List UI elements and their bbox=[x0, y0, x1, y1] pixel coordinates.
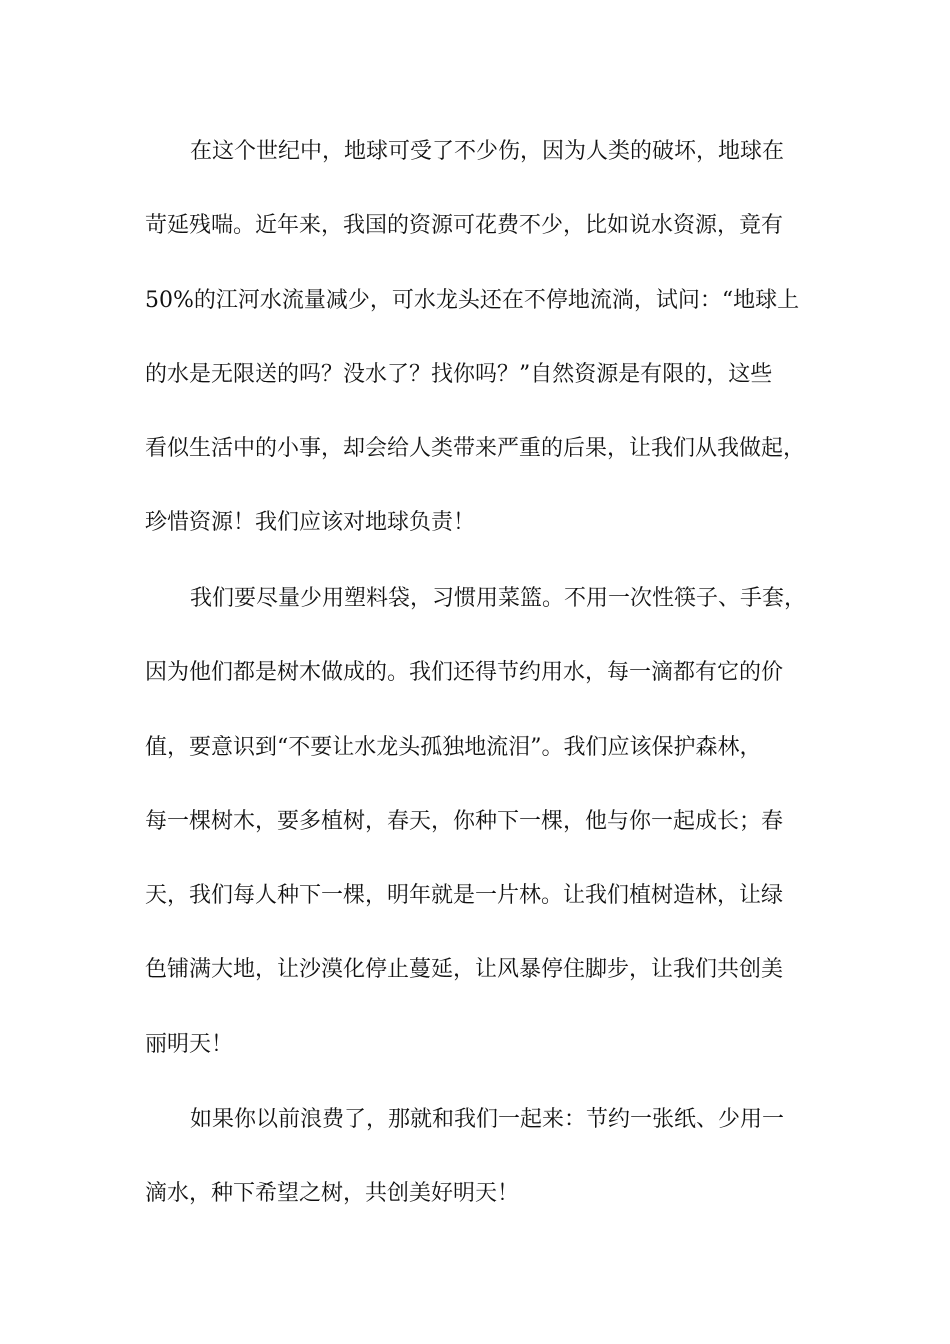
paragraph-2-line-1: 我们要尽量少用塑料袋，习惯用菜篮。不用一次性筷子、手套， bbox=[190, 586, 807, 611]
paragraph-3-line-1: 如果你以前浪费了，那就和我们一起来：节约一张纸、少用一 bbox=[190, 1107, 785, 1132]
paragraph-3-line-2: 滴水，种下希望之树，共创美好明天！ bbox=[145, 1181, 520, 1206]
paragraph-1-line-3: 50%的江河水流量减少，可水龙头还在不停地流淌，试问：“地球上 bbox=[145, 288, 800, 313]
paragraph-2-line-3: 值，要意识到“不要让水龙头孤独地流泪”。我们应该保护森林， bbox=[145, 735, 762, 760]
paragraph-2-line-6: 色铺满大地，让沙漠化停止蔓延，让风暴停住脚步，让我们共创美 bbox=[145, 957, 784, 982]
paragraph-2-line-5: 天，我们每人种下一棵，明年就是一片林。让我们植树造林，让绿 bbox=[145, 883, 784, 908]
paragraph-1-line-2: 苛延残喘。近年来，我国的资源可花费不少，比如说水资源，竟有 bbox=[145, 213, 784, 238]
paragraph-2-line-2: 因为他们都是树木做成的。我们还得节约用水，每一滴都有它的价 bbox=[145, 660, 784, 685]
paragraph-1-line-6: 珍惜资源！我们应该对地球负责！ bbox=[145, 510, 476, 535]
paragraph-2-line-7: 丽明天！ bbox=[145, 1032, 234, 1057]
paragraph-1-line-4: 的水是无限送的吗？没水了？找你吗？”自然资源是有限的，这些 bbox=[145, 362, 773, 387]
paragraph-1-line-1: 在这个世纪中，地球可受了不少伤，因为人类的破坏，地球在 bbox=[190, 139, 785, 164]
paragraph-2-line-4: 每一棵树木，要多植树，春天，你种下一棵，他与你一起成长；春 bbox=[145, 809, 784, 834]
paragraph-1-line-5: 看似生活中的小事，却会给人类带来严重的后果，让我们从我做起， bbox=[145, 436, 806, 461]
